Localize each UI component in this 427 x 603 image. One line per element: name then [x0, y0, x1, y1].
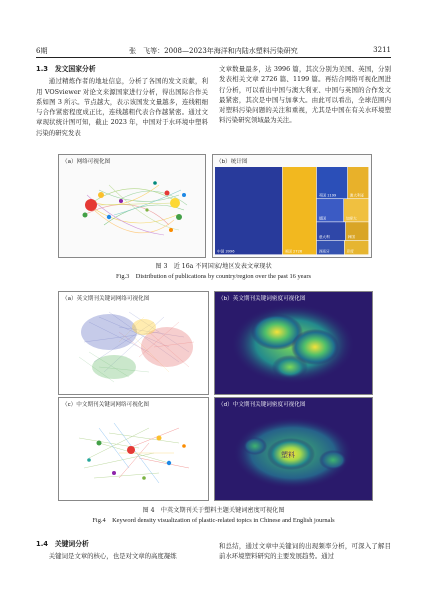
fig3-caption-en: Fig.3 Distribution of publications by country/region over the past 16 years: [116, 273, 311, 280]
section-heading-1-3: 1.3 发文国家分析: [36, 65, 96, 73]
treemap-cell-0: [215, 167, 282, 254]
treemap-cell-1: [283, 167, 317, 254]
paragraph-1-3-left: 通过精炼作者的地址信息，分析了各国的发文贡献，利用 VOSviewer 对论文来源国家进行分析，得出国际合作关系如图 3 所示。节点越大，表示该国发文量越多，连线粗细与合作紧密程度成正比，连线越粗代表合作越紧密。通过文章现状统计图可知，截止 2023 年，中国对于水环境中塑料污染的研究发表: [36, 77, 208, 137]
page-number: 3211: [373, 46, 391, 54]
running-title: 张 飞等：2008—2023年海洋和内陆水塑料污染研究: [129, 47, 298, 55]
treemap-label-7: 韩国: [347, 235, 355, 240]
treemap-label-8: 西班牙: [318, 249, 330, 254]
running-header: [36, 46, 391, 56]
issue-number: 6期: [36, 47, 48, 55]
fig3-panel-a-network: [58, 154, 206, 258]
treemap-label-2: 英国 1199: [318, 193, 337, 198]
treemap-label-5: 加拿大: [345, 216, 357, 221]
fig4-panel-a-network: [58, 291, 209, 395]
treemap-label-0: 中国 3996: [217, 249, 235, 254]
density-keyword-plastic: 塑料: [281, 451, 295, 459]
section-1-4-left-column: [36, 539, 208, 562]
fig4-panel-c-label: （c）中文期刊关键词网络可视化图: [62, 402, 149, 408]
node-usa: [170, 198, 180, 208]
section-1-4-right-column: [219, 541, 391, 562]
fig3-panel-b-label: （b）统计图: [216, 159, 248, 165]
fig3-panel-b-treemap: [212, 154, 372, 258]
fig4-panel-d-density: [214, 397, 373, 501]
treemap-label-9: 印度: [346, 249, 354, 254]
paragraph-1-3-right: 文章数量最多，达 3996 篇，其次分别为美国、英国，分别发表相关文章 2726 篇、1199 篇。再结合网络可视化图进行分析，可以看出中国与澳大利亚、中国与英国的合作发文最紧密，其次是中国与加拿大。由此可以看出，全球范围内对塑料污染问题的关注和重视，尤其是中国在有关水环境塑料污染研究领域最为关注。: [219, 65, 391, 125]
fig4-panel-b-density: [214, 291, 373, 395]
fig4-panel-c-network: [58, 397, 209, 501]
fig3-network-graph: [59, 155, 205, 257]
fig4-cn-density-map: [215, 398, 372, 500]
fig4-en-network-graph: [59, 292, 208, 394]
section-1-3-right-column: [219, 64, 391, 126]
treemap-label-4: 德国: [318, 216, 327, 221]
paragraph-1-4-right: 和总结，通过文章中关键词的出现频率分析，可深入了解目前水环境塑料研究的主要发展趋势。通过: [219, 542, 391, 561]
fig3-caption-cn: 图 3 近 16a 不同国家/地区发表文章现状: [155, 263, 272, 270]
section-1-3-left-column: [36, 64, 208, 138]
node-china: [85, 199, 97, 211]
node-plastic-cn: [127, 446, 135, 454]
fig4-panel-d-label: （d）中文期刊关键词密度可视化图: [218, 402, 306, 408]
section-heading-1-4: 1.4 关键词分析: [36, 540, 89, 548]
fig4-cn-network-graph: [59, 398, 208, 500]
treemap-label-3: 澳大利亚: [349, 193, 365, 198]
fig4-caption-cn: 图 4 中英文期刊关于塑料主题关键词密度可视化图: [142, 507, 285, 514]
fig3-treemap-chart: [213, 155, 371, 257]
fig4-panel-b-label: （b）英文期刊关键词密度可视化图: [218, 296, 306, 302]
treemap-label-1: 美国 2726: [284, 249, 303, 254]
fig4-caption-en: Fig.4 Keyword density visualization of plastic-related topics in Chinese and English journals: [92, 517, 335, 524]
fig4-panel-a-label: （a）英文期刊关键词网络可视化图: [62, 296, 150, 302]
treemap-label-6: 意大利: [318, 235, 330, 240]
fig3-panel-a-label: （a）网络可视化图: [62, 159, 111, 165]
header-rule: [36, 57, 391, 58]
fig4-en-density-map: [215, 292, 372, 394]
paragraph-1-4-left: 关键词是文章的核心，也是对文章的高度凝练: [48, 552, 177, 561]
